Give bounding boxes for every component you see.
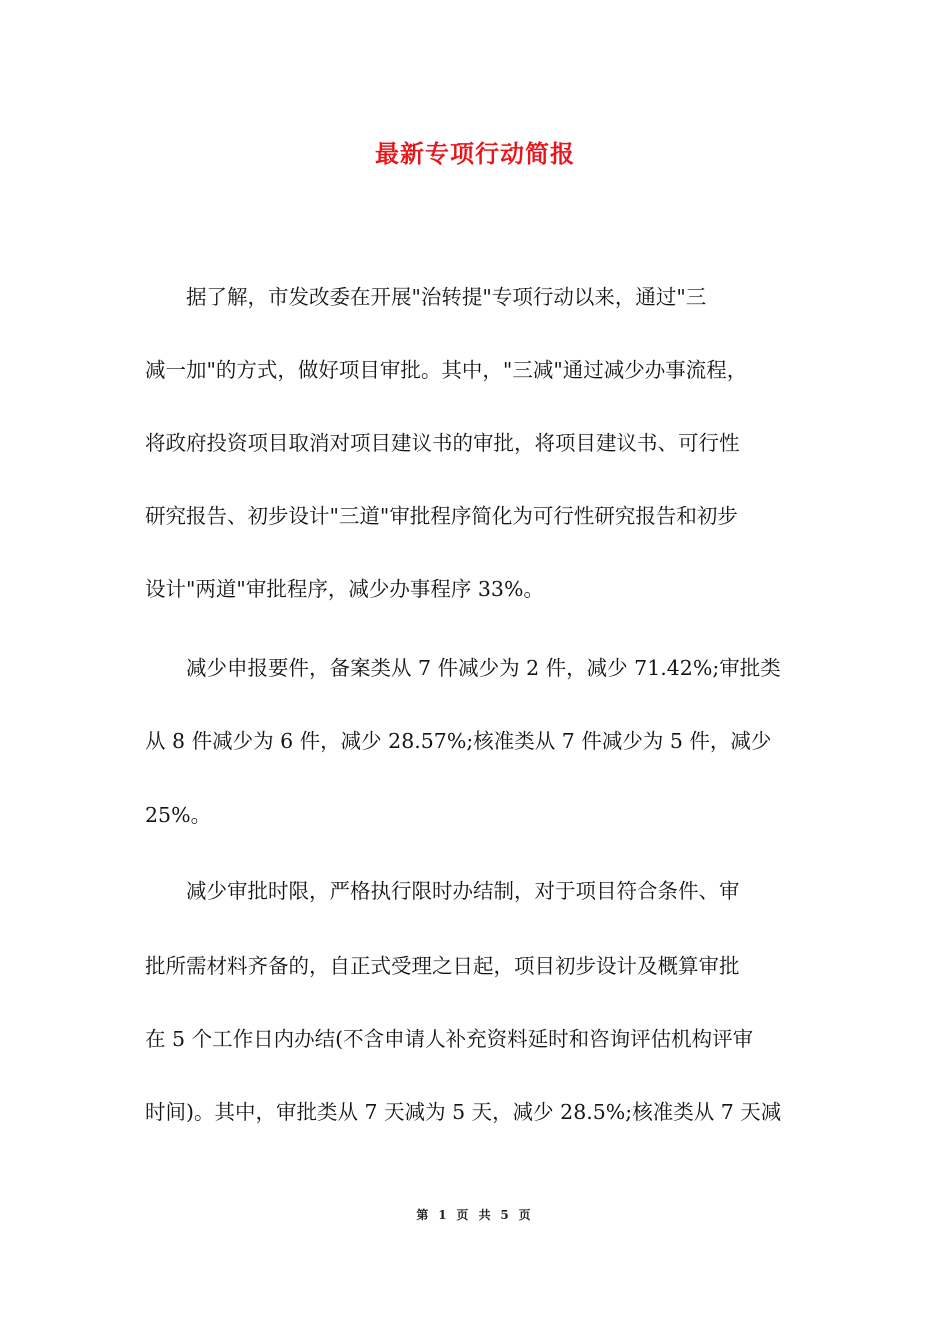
footer-middle: 页 共 bbox=[456, 1208, 494, 1222]
footer-current-page: 1 bbox=[438, 1208, 450, 1222]
paragraph-line: 减少审批时限，严格执行限时办结制，对于项目符合条件、审 bbox=[145, 879, 740, 903]
footer-prefix: 第 bbox=[416, 1208, 432, 1222]
paragraph-line: 批所需材料齐备的，自正式受理之日起，项目初步设计及概算审批 bbox=[145, 954, 740, 978]
paragraph-line: 从 8 件减少为 6 件，减少 28.57%;核准类从 7 件减少为 5 件，减少 bbox=[145, 729, 772, 753]
paragraph-line: 设计"两道"审批程序，减少办事程序 33%。 bbox=[145, 577, 544, 601]
paragraph-line: 25%。 bbox=[145, 803, 212, 827]
paragraph-line: 时间)。其中，审批类从 7 天减为 5 天，减少 28.5%;核准类从 7 天减 bbox=[145, 1100, 782, 1124]
paragraph-line: 据了解，市发改委在开展"治转提"专项行动以来，通过"三 bbox=[145, 285, 707, 309]
paragraph-line: 研究报告、初步设计"三道"审批程序简化为可行性研究报告和初步 bbox=[145, 504, 738, 528]
paragraph-line: 减一加"的方式，做好项目审批。其中，"三减"通过减少办事流程， bbox=[145, 358, 748, 382]
footer-total-pages: 5 bbox=[500, 1208, 512, 1222]
footer-suffix: 页 bbox=[518, 1208, 534, 1222]
document-title: 最新专项行动简报 bbox=[375, 139, 575, 168]
page-footer bbox=[0, 1206, 950, 1223]
paragraph-line: 在 5 个工作日内办结(不含申请人补充资料延时和咨询评估机构评审 bbox=[145, 1027, 754, 1051]
paragraph-line: 将政府投资项目取消对项目建议书的审批，将项目建议书、可行性 bbox=[145, 431, 740, 455]
paragraph-line: 减少申报要件，备案类从 7 件减少为 2 件，减少 71.42%;审批类 bbox=[145, 656, 781, 680]
